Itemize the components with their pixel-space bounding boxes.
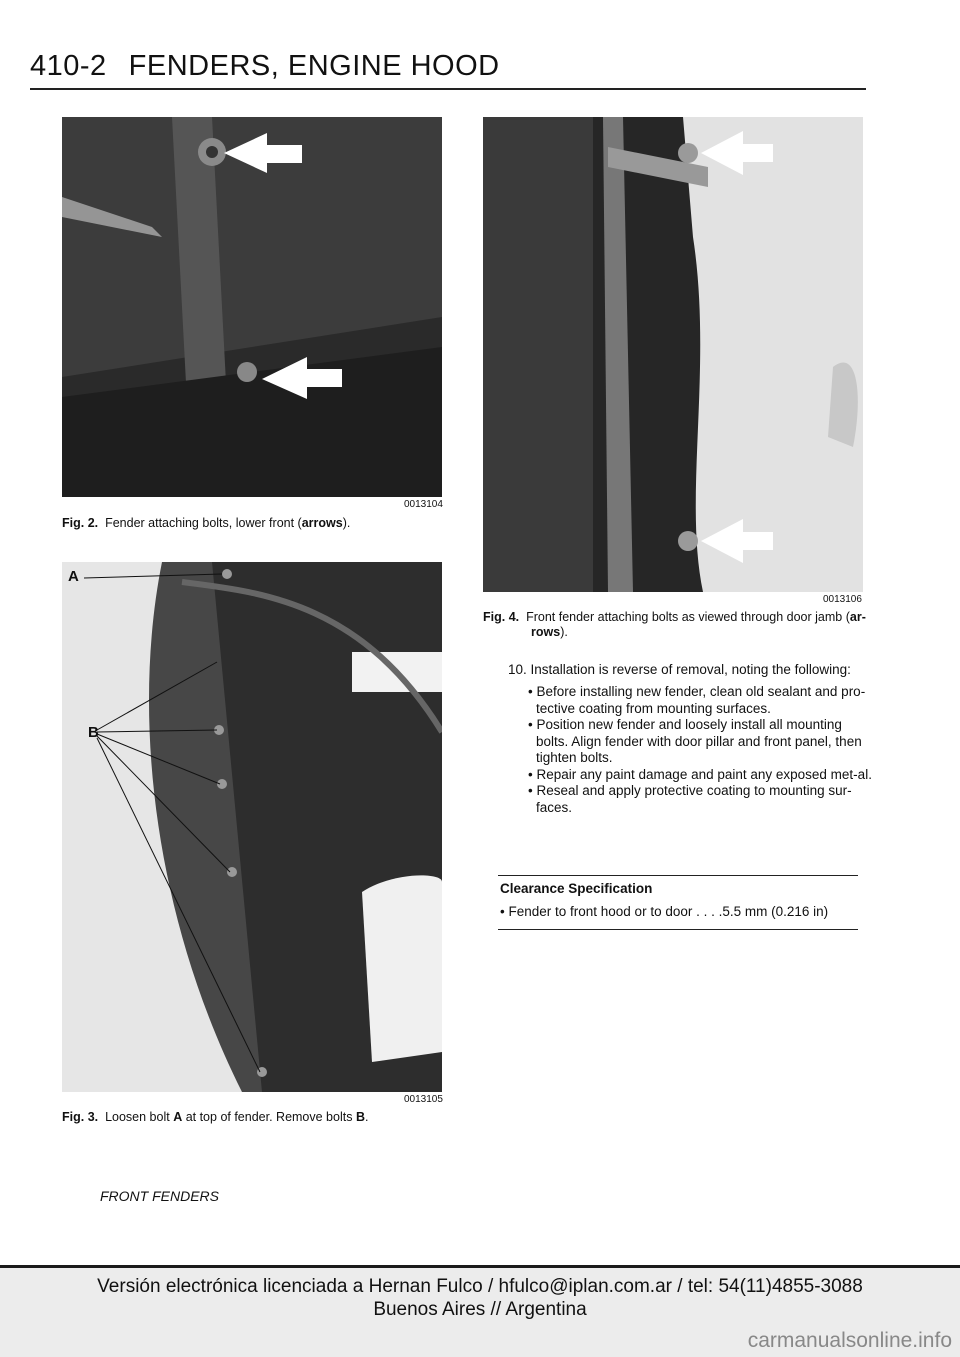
fig2-text: Fender attaching bolts, lower front (: [105, 516, 302, 530]
fig2-code: 0013104: [404, 499, 443, 510]
fig3-letter-b: B: [88, 724, 99, 741]
fig3-label: Fig. 3.: [62, 1110, 99, 1124]
fig4-bold: ar-rows: [531, 610, 866, 639]
fig4-code: 0013106: [823, 594, 862, 605]
banner-rule: [0, 1265, 960, 1268]
fig4-label: Fig. 4.: [483, 610, 520, 624]
fig2-caption: [62, 516, 442, 531]
page-header: [30, 50, 500, 83]
section-name: FRONT FENDERS: [100, 1188, 219, 1204]
page-number: 410-2: [30, 50, 107, 82]
header-rule: [30, 88, 866, 90]
watermark: carmanualsonline.info: [747, 1329, 952, 1352]
fig3-text-a: Loosen bolt: [105, 1110, 174, 1124]
spec-title: Clearance Specification: [500, 881, 653, 896]
fig2-end: ).: [342, 516, 351, 530]
fig3-caption: [62, 1110, 442, 1125]
fig3-text-b: at top of fender. Remove bolts: [182, 1110, 356, 1124]
fig4-caption: [483, 610, 868, 640]
list-item: • Repair any paint damage and paint any exposed met-al.: [528, 766, 872, 782]
list-item: • Position new fender and loosely install all mounting bolts. Align fender with door pillar and front panel, then tighten bolts.: [528, 717, 862, 765]
list-item: • Reseal and apply protective coating to mounting sur-faces.: [528, 783, 852, 815]
fig3-letter-a: A: [68, 568, 79, 585]
fig2-bold: arrows: [301, 516, 343, 530]
fig2-label: Fig. 2.: [62, 516, 99, 530]
license-line-2: Buenos Aires // Argentina: [373, 1299, 587, 1320]
fig4-photo: [483, 117, 863, 592]
fig3-code: 0013105: [404, 1094, 443, 1105]
license-line-1: Versión electrónica licenciada a Hernan Fulco / hfulco@iplan.com.ar / tel: 54(11)4855-3088: [97, 1276, 863, 1297]
fig4-text: Front fender attaching bolts as viewed through door jamb (: [526, 610, 850, 624]
step-10-bullets: [522, 684, 872, 816]
fig4-end: ).: [560, 625, 568, 639]
fig3-photo: [62, 562, 442, 1092]
list-item: • Before installing new fender, clean old sealant and pro-tective coating from mounting surfaces.: [528, 684, 866, 716]
step-10-text: 10. Installation is reverse of removal, noting the following:: [508, 662, 851, 677]
fig3-bold-b: B: [355, 1110, 365, 1124]
fig3-end: .: [364, 1110, 369, 1124]
fig2-photo: [62, 117, 442, 497]
spec-line: • Fender to front hood or to door . . . .5.5 mm (0.216 in): [500, 904, 829, 919]
spec-top-rule: [498, 875, 858, 876]
page-title: FENDERS, ENGINE HOOD: [128, 50, 500, 82]
fig3-bold-a: A: [173, 1110, 183, 1124]
spec-bottom-rule: [498, 929, 858, 930]
